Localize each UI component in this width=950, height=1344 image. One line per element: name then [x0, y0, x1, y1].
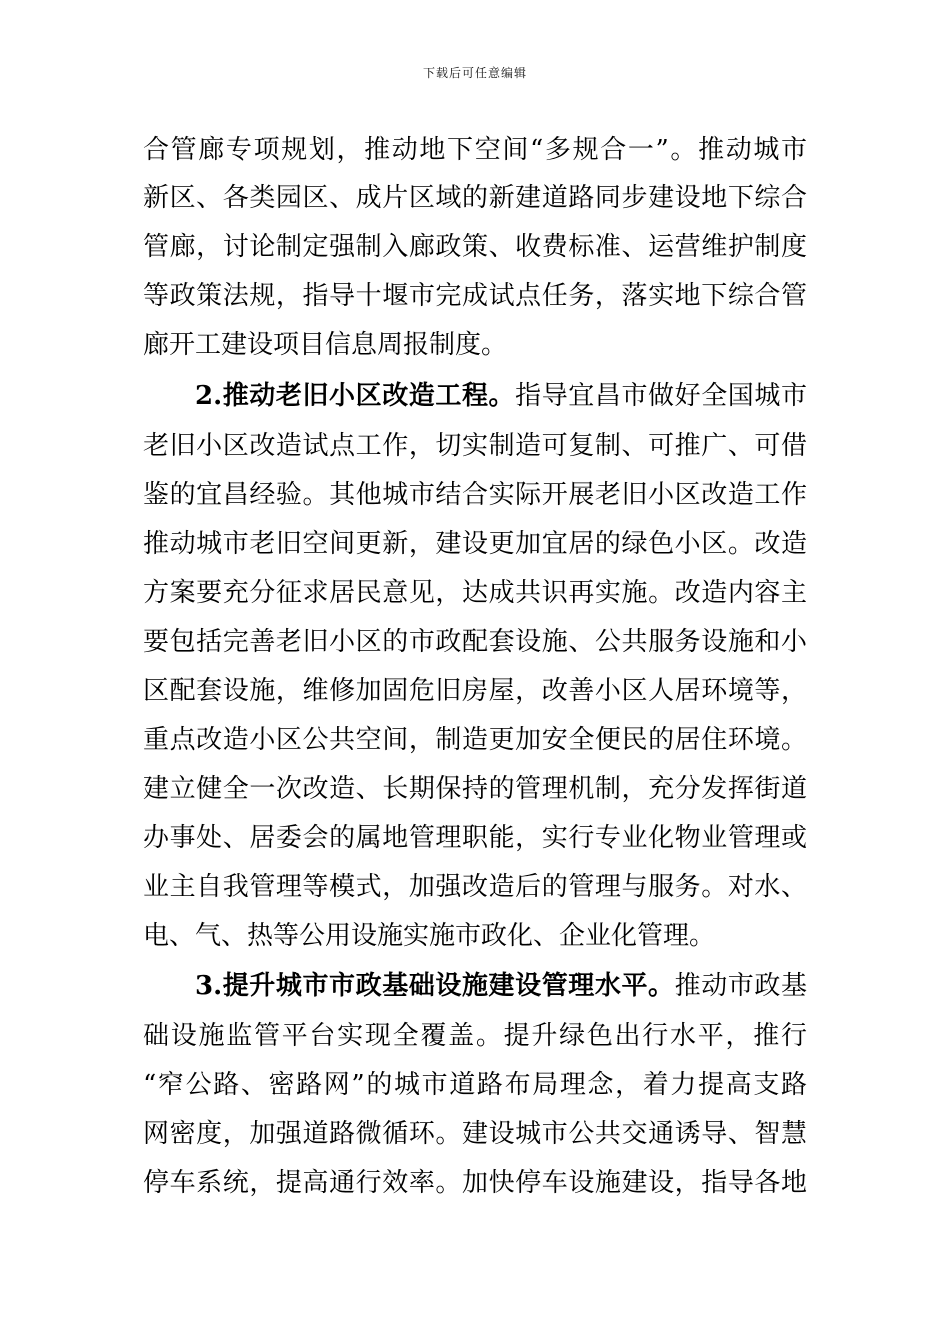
- section-3-text: 推动市政基: [674, 971, 807, 1001]
- body-line: 重点改造小区公共空间，制造更加安全便民的居住环境。: [143, 725, 807, 755]
- body-line: 等政策法规，指导十堰市完成试点任务，落实地下综合管: [143, 281, 807, 311]
- body-line: 廊开工建设项目信息周报制度。: [143, 330, 508, 360]
- body-line: 方案要充分征求居民意见，达成共识再实施。改造内容主: [143, 578, 807, 608]
- section-2-first-line: [195, 376, 807, 416]
- page-header: 下载后可任意编辑: [422, 66, 527, 80]
- body-line: 要包括完善老旧小区的市政配套设施、公共服务设施和小: [143, 627, 807, 657]
- body-line: 业主自我管理等模式，加强改造后的管理与服务。对水、: [143, 872, 807, 902]
- body-line: 新区、各类园区、成片区域的新建道路同步建设地下综合: [143, 183, 807, 213]
- body-line: 电、气、热等公用设施实施市政化、企业化管理。: [143, 921, 716, 951]
- body-line: 办事处、居委会的属地管理职能，实行专业化物业管理或: [143, 823, 807, 853]
- body-line: 停车系统，提高通行效率。加快停车设施建设，指导各地: [143, 1168, 807, 1198]
- body-line: 鉴的宜昌经验。其他城市结合实际开展老旧小区改造工作: [143, 480, 807, 510]
- body-line: 础设施监管平台实现全覆盖。提升绿色出行水平，推行: [143, 1021, 807, 1051]
- body-line: 推动城市老旧空间更新，建设更加宜居的绿色小区。改造: [143, 529, 807, 559]
- body-line: “窄公路、密路网”的城市道路布局理念，着力提高支路: [143, 1070, 807, 1100]
- section-2-text: 指导宜昌市做好全国城市: [515, 381, 807, 411]
- body-line: 管廊，讨论制定强制入廊政策、收费标准、运营维护制度: [143, 232, 807, 262]
- body-line: 建立健全一次改造、长期保持的管理机制，充分发挥街道: [143, 774, 807, 804]
- section-3-first-line: [195, 966, 807, 1006]
- body-line: 网密度，加强道路微循环。建设城市公共交通诱导、智慧: [143, 1119, 807, 1149]
- body-line: 区配套设施，维修加固危旧房屋，改善小区人居环境等，: [143, 676, 807, 706]
- body-line: 老旧小区改造试点工作，切实制造可复制、可推广、可借: [143, 431, 807, 461]
- body-line: 合管廊专项规划，推动地下空间“多规合一”。推动城市: [143, 135, 807, 165]
- section-3-heading: 3.提升城市市政基础设施建设管理水平。: [195, 971, 675, 1001]
- section-2-heading: 2.推动老旧小区改造工程。: [195, 381, 516, 411]
